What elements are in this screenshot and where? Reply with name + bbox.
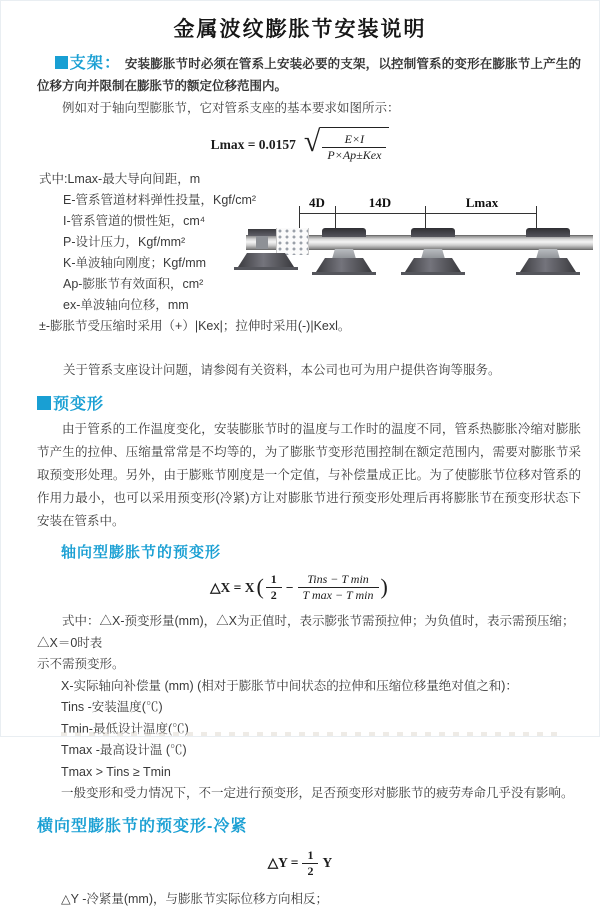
temperature-fraction-denominator: T max − T min <box>298 587 379 603</box>
half-denominator: 2 <box>266 587 282 603</box>
sqrt-glyph: √ <box>304 128 320 155</box>
clipped-text-sliver <box>61 732 559 736</box>
lateral-explanation-line: △Y -冷紧量(mm)，与膨胀节实际位移方向相反； <box>61 889 599 910</box>
delta-x-lhs: △X = X <box>210 580 254 596</box>
one-half-fraction <box>266 572 282 603</box>
blue-square-bullet-icon <box>37 396 51 410</box>
axial-explanation-line: Tins -安装温度(℃) <box>61 697 599 719</box>
page-title: 金属波纹膨胀节安装说明 <box>1 1 599 43</box>
formula-lmax <box>1 127 599 163</box>
anchor-support <box>234 195 298 290</box>
dim-label-lmax: Lmax <box>466 195 499 211</box>
lmax-fraction-numerator: E×I <box>322 132 386 147</box>
axial-explanation-line: Tmax > Tins ≥ Tmin <box>61 762 599 784</box>
formula-delta-x <box>1 572 599 603</box>
support-paragraph <box>37 53 581 97</box>
preform-heading <box>37 391 599 414</box>
support-baseplate <box>312 272 376 275</box>
axial-explanation-line: 一般变形和受力情况下，不一定进行预变形，足否预变形对膨胀节的疲劳寿命几乎没有影响。 <box>61 783 599 805</box>
support-pedestal <box>238 253 294 267</box>
support-pedestal <box>520 258 576 272</box>
lmax-fraction-denominator: P×Ap±Kex <box>322 147 386 163</box>
support-baseplate <box>234 267 298 270</box>
axial-heading: 轴向型膨胀节的预变形 <box>61 541 599 562</box>
anchor-block <box>248 229 276 236</box>
support-baseplate <box>516 272 580 275</box>
pipe-support-diagram <box>246 195 596 290</box>
support-cap <box>411 228 455 237</box>
support-heading: 支架： <box>70 55 122 72</box>
definition-line: ex-单波轴向位移，mm <box>63 295 599 316</box>
definition-line: P-设计压力，Kgf/mm² <box>63 232 599 253</box>
axial-explanation-line: Tmin-最低设计温度(℃) <box>61 719 599 741</box>
formula-lmax-lhs: Lmax = 0.0157 <box>211 137 296 153</box>
blue-square-bullet-icon <box>55 56 68 69</box>
support-cap <box>526 228 570 237</box>
half-denominator: 2 <box>302 863 318 879</box>
delta-y-rhs: Y <box>322 855 332 871</box>
preform-paragraph: 由于管系的工作温度变化，安装膨胀节时的温度与工作时的温度不同，管系热膨胀冷缩对膨胀节产生的拉伸、压缩量常常是不均等的，为了膨胀节变形范围控制在额定范围内，需要对膨胀节采取预变形处理。另外，由于膨账节刚度是一个定值，与补偿量成正比。为了使膨胀节位移对管系的作用力最小，也可以采用预变形(冷紧)方让对膨胀节进行预变形处理后再将膨胀节在预变形状态下安装在管系中。 <box>37 418 581 533</box>
delta-y-lhs: △Y = <box>268 855 299 871</box>
temperature-fraction-numerator: Tins − T min <box>298 572 379 587</box>
definition-line: Ap-膨胀节有效面积，cm² <box>63 274 599 295</box>
guide-support <box>401 195 465 290</box>
axial-explanation-line: X-实际轴向补偿量 (mm) (相对于膨胀节中间状态的拉伸和压缩位移量绝对值之和)： <box>61 676 599 698</box>
support-body-text: 安装膨胀节时必须在管系上安装必要的支架，以控制管系的变形在膨胀节上产生的位移方向并限制在膨胀节的额定位移范围内。 <box>37 57 581 93</box>
preform-heading-text: 预变形 <box>53 396 104 413</box>
half-numerator: 1 <box>266 572 282 587</box>
formula-delta-y <box>1 848 599 879</box>
definition-line: ±-膨胀节受压缩时采用（+）|Kex|；拉伸时采用(-)|Kexl。 <box>39 316 599 337</box>
dim-label-4d: 4D <box>309 195 325 211</box>
support-baseplate <box>401 272 465 275</box>
support-pedestal <box>316 258 372 272</box>
definition-line: I-管系管道的惯性矩，cm⁴ <box>63 211 599 232</box>
guide-support <box>312 195 376 290</box>
axial-explanation-line: 示不需预变形。 <box>37 654 599 676</box>
temperature-fraction <box>298 572 379 603</box>
axial-explanation-line: Tmax -最高设计温 (℃) <box>61 740 599 762</box>
anchor-flange <box>256 236 268 249</box>
radical-sign <box>304 127 389 163</box>
open-paren: ( <box>254 576 265 598</box>
minus-operator: − <box>282 580 298 596</box>
definition-line: K-单波轴向刚度；Kgf/mm <box>63 253 599 274</box>
support-example-line: 例如对于轴向型膨胀节，它对管系支座的基本要求如图所示： <box>37 97 577 119</box>
definition-line: 式中:Lmax-最大导向间距，m <box>39 169 599 190</box>
lateral-heading: 横向型膨胀节的预变形-冷紧 <box>37 813 599 836</box>
half-numerator: 1 <box>302 848 318 863</box>
one-half-fraction <box>302 848 318 879</box>
support-note-line: 关于管系支座设计问题，请参阅有关资料，本公司也可为用户提供咨询等服务。 <box>63 360 599 381</box>
guide-support <box>516 195 580 290</box>
radicand <box>320 127 389 163</box>
support-pedestal <box>405 258 461 272</box>
definition-line: E-管系管道材料弹性投量，Kgf/cm² <box>63 190 599 211</box>
dim-label-14d: 14D <box>369 195 391 211</box>
support-saddle <box>332 249 356 259</box>
support-saddle <box>421 249 445 259</box>
lmax-fraction <box>322 132 386 163</box>
close-paren: ) <box>379 576 390 598</box>
support-cap <box>322 228 366 237</box>
definitions-and-diagram <box>1 169 599 358</box>
support-saddle <box>536 249 560 259</box>
axial-explanation-line: 式中：△X-预变形量(mm)，△X为正值时，表示膨张节需预拉伸；为负值时，表示需预压缩；△X＝0时表 <box>37 611 579 654</box>
